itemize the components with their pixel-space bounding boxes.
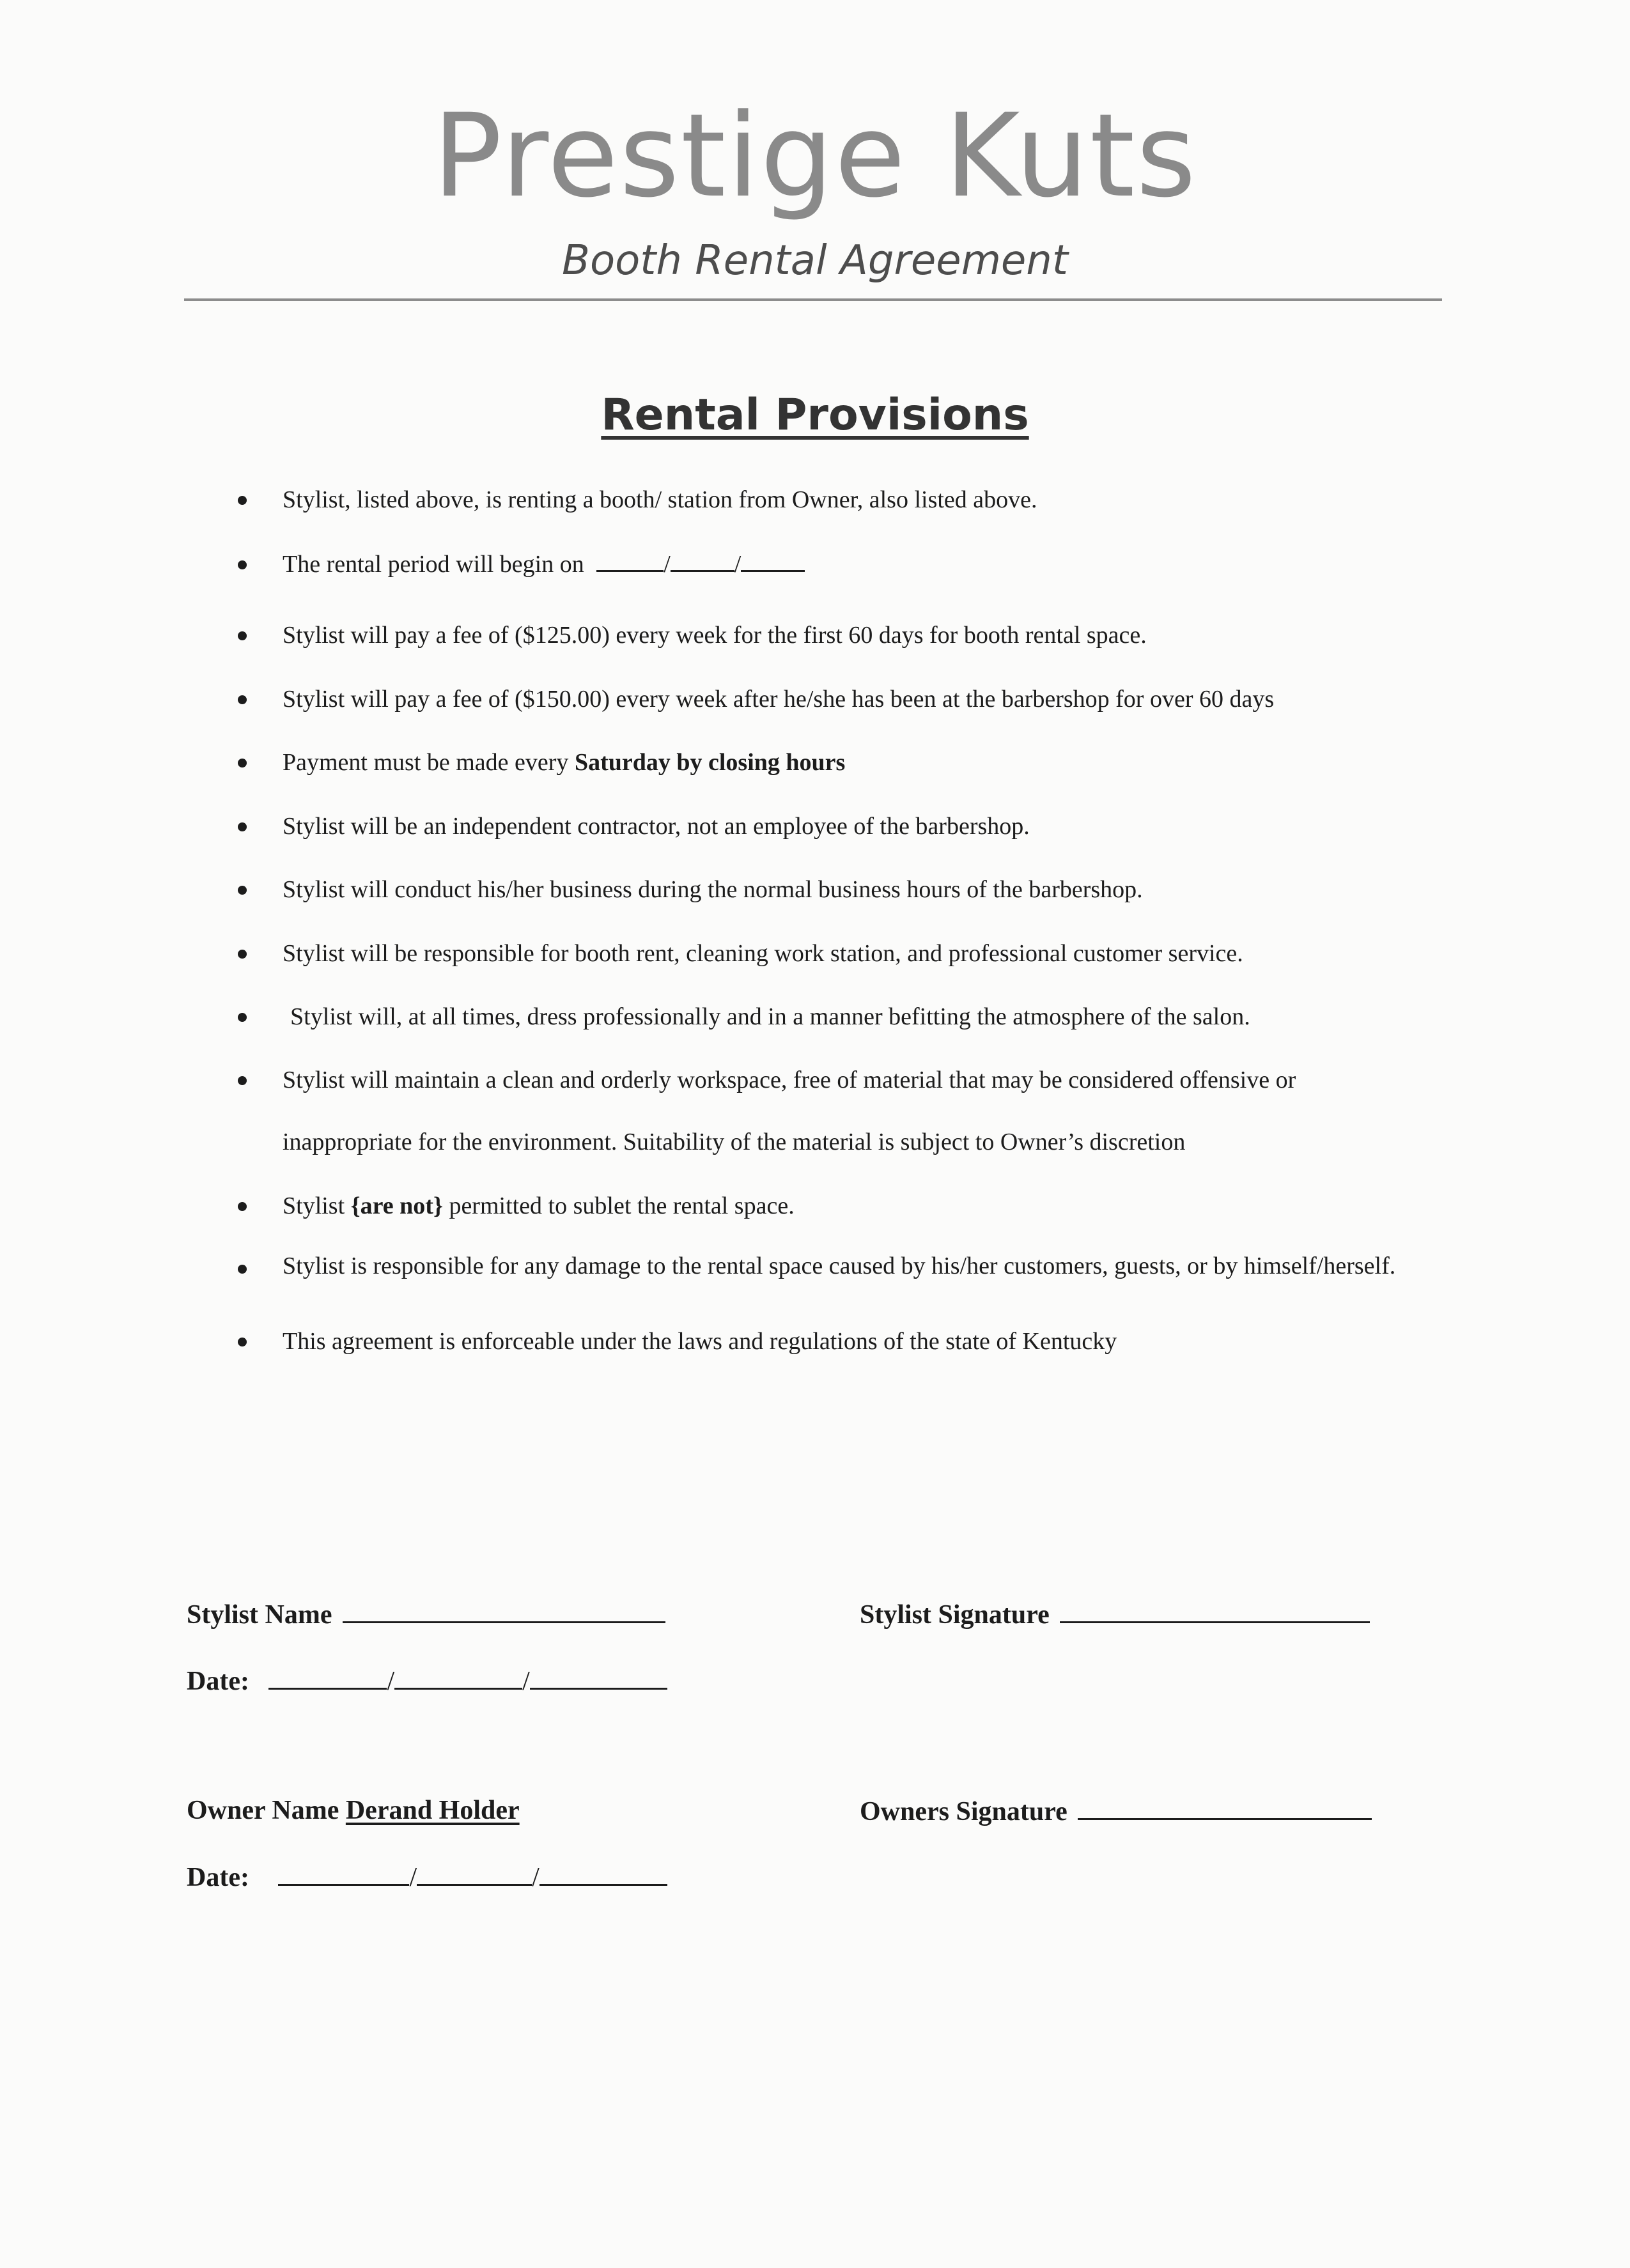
bullet-icon: [238, 1076, 247, 1085]
stylist-date-label: Date:: [187, 1667, 249, 1696]
provision-item: Stylist will pay a fee of ($150.00) every week after he/she has been at the barbershop for over 60 days: [283, 686, 1275, 713]
stylist-name-label: Stylist Name: [187, 1600, 332, 1630]
owner-date-year-field[interactable]: [539, 1858, 667, 1886]
bullet-icon: [238, 759, 247, 768]
provision-item: Stylist will, at all times, dress professionally and in a manner befitting the atmosphere of the salon.: [290, 1003, 1250, 1030]
owner-name-row: [187, 1793, 520, 1828]
bullet-icon: [238, 1265, 247, 1274]
stylist-signature-row: [860, 1596, 1370, 1633]
bullet-icon: [238, 822, 247, 831]
stylist-name-field[interactable]: [343, 1596, 665, 1623]
provision-item: Stylist is responsible for any damage to the rental space caused by his/her customers, guests, or by himself/herself.: [283, 1253, 1396, 1279]
document-subtitle: Booth Rental Agreement: [562, 237, 1068, 284]
provision-item: [283, 546, 1427, 582]
start-month-blank[interactable]: [596, 547, 664, 572]
owners-signature-field[interactable]: [1078, 1793, 1372, 1820]
bullet-icon: [238, 560, 247, 569]
provision-item: Stylist will pay a fee of ($125.00) every week for the first 60 days for booth rental space.: [283, 622, 1147, 649]
start-year-blank[interactable]: [741, 547, 805, 572]
stylist-date-day-field[interactable]: [394, 1662, 522, 1690]
bullet-icon: [238, 496, 247, 505]
stylist-signature-field[interactable]: [1060, 1596, 1370, 1623]
stylist-name-row: [187, 1596, 665, 1633]
stylist-signature-label: Stylist Signature: [860, 1600, 1050, 1630]
bullet-icon: [238, 631, 247, 640]
provision-text: Stylist: [283, 1192, 351, 1219]
provision-item: Stylist will conduct his/her business during the normal business hours of the barbershop.: [283, 876, 1143, 903]
stylist-date-year-field[interactable]: [530, 1662, 667, 1690]
date-separator: /: [409, 1863, 417, 1892]
provision-text: The rental period will begin on: [283, 551, 584, 578]
bullet-icon: [238, 695, 247, 704]
provision-item: [283, 1188, 1427, 1224]
owner-date-label: Date:: [187, 1863, 249, 1892]
brand-title: Prestige Kuts: [432, 89, 1198, 223]
provision-item-continued: inappropriate for the environment. Suitability of the material is subject to Owner’s discretion: [283, 1129, 1186, 1155]
bullet-icon: [238, 1338, 247, 1346]
provision-emphasis: Saturday by closing hours: [574, 749, 846, 776]
bullet-icon: [238, 1013, 247, 1022]
bullet-icon: [238, 950, 247, 959]
provision-item: Stylist will be an independent contractor, not an employee of the barbershop.: [283, 813, 1030, 840]
provision-item: This agreement is enforceable under the laws and regulations of the state of Kentucky: [283, 1328, 1117, 1355]
provision-item: [283, 744, 1427, 780]
start-day-blank[interactable]: [671, 547, 734, 572]
date-separator: /: [387, 1667, 395, 1696]
bullet-icon: [238, 886, 247, 895]
stylist-date-month-field[interactable]: [268, 1662, 387, 1690]
owner-date-month-field[interactable]: [278, 1858, 409, 1886]
owner-date-day-field[interactable]: [417, 1858, 532, 1886]
owners-signature-row: [860, 1793, 1372, 1830]
date-separator: /: [664, 551, 671, 578]
date-separator: /: [734, 551, 741, 578]
provision-item: Stylist will maintain a clean and orderly workspace, free of material that may be considered offensive or: [283, 1067, 1296, 1093]
stylist-date-row: [187, 1662, 667, 1699]
provision-item: Stylist, listed above, is renting a booth/ station from Owner, also listed above.: [283, 486, 1037, 513]
owners-signature-label: Owners Signature: [860, 1797, 1067, 1826]
bullet-icon: [238, 1202, 247, 1211]
owner-date-row: [187, 1858, 667, 1895]
owner-name-value: Derand Holder: [345, 1796, 520, 1825]
owner-name-label: Owner Name: [187, 1796, 339, 1825]
provision-text: Payment must be made every: [283, 749, 575, 776]
provision-item: Stylist will be responsible for booth rent, cleaning work station, and professional customer service.: [283, 940, 1243, 967]
provision-text: permitted to sublet the rental space.: [442, 1192, 795, 1219]
provision-emphasis: {are not}: [350, 1192, 443, 1219]
section-title: Rental Provisions: [601, 390, 1029, 440]
date-separator: /: [522, 1667, 530, 1696]
date-separator: /: [532, 1863, 539, 1892]
